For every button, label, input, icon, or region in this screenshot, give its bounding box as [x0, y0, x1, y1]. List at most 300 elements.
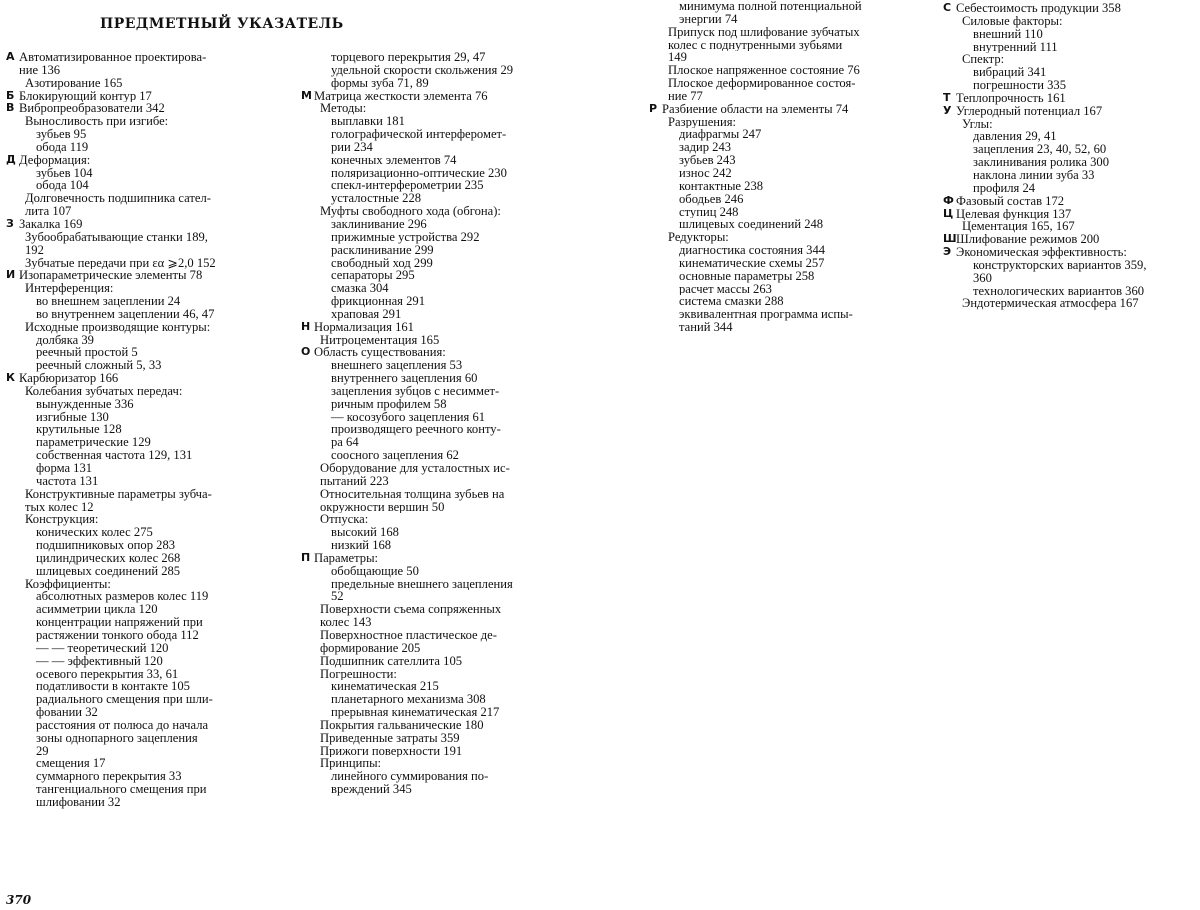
index-entry [649, 64, 911, 77]
index-entry-text: торцевого перекрытия 29, 47 [331, 51, 486, 64]
index-entry [649, 257, 911, 270]
index-entry-text: Погрешности: [320, 667, 397, 681]
index-entry-text: Азотирование 165 [25, 76, 123, 90]
index-entry [6, 257, 268, 270]
index-section-letter: У [943, 104, 952, 117]
index-letter-entry [943, 92, 1191, 105]
index-entry-text: тангенциального смещения при [36, 783, 207, 796]
index-entry [301, 128, 559, 141]
index-entry-text: Колебания зубчатых передач: [25, 384, 183, 398]
index-entry [6, 745, 268, 758]
index-entry-text: Долговечность подшипника сател- [25, 192, 211, 206]
index-entry-text: Себестоимость продукции 358 [956, 2, 1121, 15]
index-entry-text: Матрица жесткости элемента 76 [314, 89, 488, 103]
index-section-letter: Д [6, 153, 16, 166]
index-entry [649, 295, 911, 308]
index-entry [6, 411, 268, 424]
index-section-letter: Т [943, 91, 951, 104]
index-section-letter: В [6, 102, 15, 115]
index-entry [301, 693, 559, 706]
index-entry-text: окружности вершин 50 [320, 500, 445, 514]
index-entry-text: — — теоретический 120 [36, 641, 169, 655]
index-entry-text: растяжении тонкого обода 112 [36, 628, 199, 642]
index-entry [301, 269, 559, 282]
index-entry [301, 462, 559, 475]
index-entry-text: Параметры: [314, 551, 379, 565]
index-entry [943, 259, 1191, 272]
index-entry-text: профиля 24 [973, 181, 1036, 195]
index-entry-text: собственная частота 129, 131 [36, 449, 193, 462]
index-entry-text: рии 234 [331, 140, 373, 154]
index-entry-text: во внутреннем зацеплении 46, 47 [36, 307, 215, 321]
index-entry-text: Зубчатые передачи при εα ⩾2,0 152 [25, 256, 216, 270]
index-entry [301, 449, 559, 462]
index-entry-text: планетарного механизма 308 [331, 693, 486, 707]
index-entry-text: внешний 110 [973, 27, 1043, 41]
index-entry-text: зубьев 95 [36, 128, 87, 141]
index-entry-text: поляризационно-оптические 230 [331, 166, 507, 180]
index-entry-text: храповая 291 [331, 307, 402, 321]
index-entry [943, 297, 1191, 310]
index-entry [6, 668, 268, 681]
index-entry-text: технологических вариантов 360 [973, 284, 1145, 298]
index-entry [301, 526, 559, 539]
index-entry [6, 757, 268, 770]
index-entry-text: ступиц 248 [679, 205, 739, 219]
index-entry-text: контактные 238 [679, 179, 764, 193]
index-entry [6, 706, 268, 719]
index-entry-text: износ 242 [679, 166, 732, 180]
index-entry [649, 77, 911, 90]
index-entry [6, 359, 268, 372]
index-entry [301, 655, 559, 668]
index-entry-text: Шлифование режимов 200 [956, 233, 1100, 247]
index-entry [6, 513, 268, 526]
index-entry-text: задир 243 [679, 141, 732, 155]
index-entry [6, 770, 268, 783]
index-entry [301, 359, 559, 372]
index-entry [301, 244, 559, 257]
index-entry [6, 449, 268, 462]
index-entry-text: Интерференция: [25, 282, 114, 296]
index-entry-text: голографической интерферомет- [331, 128, 507, 141]
index-entry [6, 128, 268, 141]
index-entry-text: Теплопрочность 161 [956, 91, 1066, 105]
index-entry-text: суммарного перекрытия 33 [36, 770, 182, 784]
index-entry-text: свободный ход 299 [331, 256, 433, 270]
index-letter-entry [943, 233, 1191, 246]
index-entry [6, 64, 268, 77]
index-entry-text: Деформация: [19, 153, 91, 167]
index-entry [943, 66, 1191, 79]
index-column-4 [943, 2, 1191, 310]
index-entry-text: производящего реечного конту- [331, 423, 501, 437]
index-entry-text: Плоское деформированное состоя- [668, 77, 856, 90]
index-entry-text: конических колес 275 [36, 526, 153, 540]
index-entry-text: Плоское напряженное состояние 76 [668, 64, 860, 78]
index-entry-text: концентрации напряжений при [36, 616, 203, 629]
index-entry [301, 501, 559, 514]
index-entry-text: Поверхностное пластическое де- [320, 628, 497, 642]
index-entry [6, 732, 268, 745]
index-entry [6, 115, 268, 128]
index-entry-text: внутреннего зацепления 60 [331, 372, 478, 385]
index-entry-text: кинематическая 215 [331, 680, 439, 694]
index-letter-entry [943, 246, 1191, 259]
index-letter-entry [301, 321, 559, 334]
index-entry-text: 192 [25, 243, 44, 257]
index-entry [649, 218, 911, 231]
index-entry-text: Разрушения: [668, 115, 737, 129]
index-letter-entry [649, 103, 911, 116]
index-entry [649, 231, 911, 244]
index-entry [301, 218, 559, 231]
index-entry-text: заклинивания ролика 300 [973, 156, 1109, 169]
index-entry-text: колес с поднутренными зубьями [668, 38, 843, 52]
index-entry [6, 719, 268, 732]
index-entry-text: формы зуба 71, 89 [331, 76, 429, 90]
index-entry [6, 526, 268, 539]
index-entry [943, 156, 1191, 169]
index-entry-text: частота 131 [36, 474, 99, 488]
index-entry-text: цилиндрических колес 268 [36, 551, 181, 565]
index-entry-text: обода 119 [36, 140, 89, 154]
index-section-letter: Ц [943, 207, 954, 220]
index-entry-text: ричным профилем 58 [331, 397, 447, 411]
index-entry-text: Карбюризатор 166 [19, 372, 119, 385]
index-entry-text: колес 143 [320, 616, 372, 629]
index-entry-text: Углы: [962, 117, 993, 131]
index-entry [6, 192, 268, 205]
index-entry-text: Редукторы: [668, 231, 729, 245]
index-entry-text: Эндотермическая атмосфера 167 [962, 297, 1139, 311]
index-entry-text: заклинивание 296 [331, 217, 427, 231]
index-entry-text: тых колес 12 [25, 500, 94, 514]
index-entry [301, 578, 559, 591]
index-entry [301, 115, 559, 128]
index-entry [301, 423, 559, 436]
index-entry [943, 169, 1191, 182]
index-entry [301, 334, 559, 347]
index-entry [301, 141, 559, 154]
index-entry-text: Приведенные затраты 359 [320, 731, 460, 745]
index-entry-text: асимметрии цикла 120 [36, 603, 158, 617]
index-entry-text: Относительная толщина зубьев на [320, 487, 505, 501]
index-entry [6, 423, 268, 436]
index-entry [943, 41, 1191, 54]
index-section-letter: Б [6, 89, 15, 102]
index-entry-text: ра 64 [331, 436, 359, 450]
index-letter-entry [301, 552, 559, 565]
index-entry [649, 39, 911, 52]
index-entry-text: долбяка 39 [36, 333, 94, 347]
index-entry [301, 257, 559, 270]
index-entry-text: Поверхности съема сопряженных [320, 603, 502, 617]
index-entry [649, 321, 911, 334]
index-entry-text: шлицевых соединений 248 [679, 218, 824, 232]
index-entry-text: Экономическая эффективность: [956, 246, 1127, 259]
index-section-letter: Ф [943, 194, 954, 207]
index-entry [943, 79, 1191, 92]
index-entry-text: — косозубого зацепления 61 [331, 410, 486, 424]
index-entry-text: диафрагмы 247 [679, 128, 762, 142]
index-entry-text: минимума полной потенциальной [679, 0, 862, 13]
index-entry-text: сепараторы 295 [331, 269, 415, 283]
index-entry-text: конструкторских вариантов 359, [973, 258, 1147, 272]
index-entry-text: шлифовании 32 [36, 795, 121, 809]
index-entry [649, 270, 911, 283]
index-entry [301, 436, 559, 449]
index-entry-text: фовании 32 [36, 706, 98, 719]
index-entry-text: высокий 168 [331, 526, 399, 540]
index-letter-entry [6, 51, 268, 64]
index-entry-text: параметрические 129 [36, 436, 151, 450]
index-entry-text: Фазовый состав 172 [956, 194, 1065, 208]
index-entry [301, 732, 559, 745]
index-entry [6, 680, 268, 693]
index-entry-text: изгибные 130 [36, 410, 109, 424]
index-entry-text: внешнего зацепления 53 [331, 359, 463, 373]
index-entry-text: формирование 205 [320, 641, 421, 655]
index-entry [301, 179, 559, 192]
index-letter-entry [6, 218, 268, 231]
index-entry-text: Муфты свободного хода (обгона): [320, 205, 501, 218]
index-entry [649, 13, 911, 26]
index-entry-text: осевого перекрытия 33, 61 [36, 667, 179, 681]
index-entry [649, 51, 911, 64]
index-letter-entry [6, 154, 268, 167]
index-entry-text: прижимные устройства 292 [331, 230, 480, 244]
index-entry-text: Изопараметрические элементы 78 [19, 269, 203, 283]
index-letter-entry [301, 90, 559, 103]
index-entry [6, 462, 268, 475]
index-entry [649, 308, 911, 321]
index-entry [943, 53, 1191, 66]
index-entry-text: форма 131 [36, 462, 93, 475]
index-entry-text: Исходные производящие контуры: [25, 320, 211, 334]
index-entry-text: Целевая функция 137 [956, 207, 1072, 221]
index-entry-text: Блокирующий контур 17 [19, 89, 152, 103]
page-title: ПРЕДМЕТНЫЙ УКАЗАТЕЛЬ [100, 16, 344, 32]
index-entry-text: расчет массы 263 [679, 282, 772, 296]
index-entry [6, 295, 268, 308]
index-entry-text: Область существования: [314, 346, 446, 360]
index-entry-text: Принципы: [320, 757, 382, 771]
index-entry [301, 77, 559, 90]
index-entry-text: фрикционная 291 [331, 295, 425, 308]
index-entry [301, 770, 559, 783]
index-entry [649, 167, 911, 180]
index-entry [6, 205, 268, 218]
index-entry [6, 629, 268, 642]
index-entry-text: пытаний 223 [320, 474, 389, 488]
index-entry-text: Автоматизированное проектирова- [19, 51, 207, 64]
index-entry [301, 539, 559, 552]
index-entry [301, 282, 559, 295]
index-entry-text: погрешности 335 [973, 79, 1067, 92]
index-entry [301, 102, 559, 115]
index-entry-text: энергии 74 [679, 12, 738, 26]
index-entry-text: вибраций 341 [973, 66, 1047, 80]
index-entry [301, 616, 559, 629]
index-section-letter: И [6, 269, 16, 282]
index-entry [6, 308, 268, 321]
index-entry [301, 719, 559, 732]
index-entry-text: зоны однопарного зацепления [36, 731, 198, 745]
index-entry-text: Разбиение области на элементы 74 [662, 102, 849, 116]
index-entry [649, 154, 911, 167]
index-letter-entry [301, 346, 559, 359]
index-entry-text: податливости в контакте 105 [36, 680, 190, 694]
index-entry [649, 128, 911, 141]
index-entry [6, 565, 268, 578]
index-entry-text: расстояния от полюса до начала [36, 718, 209, 732]
index-entry [301, 308, 559, 321]
index-entry-text: Силовые факторы: [962, 14, 1063, 28]
index-entry-text: Оборудование для усталостных ис- [320, 462, 510, 475]
index-section-letter: Э [943, 246, 952, 259]
index-entry [6, 141, 268, 154]
index-entry-text: таний 344 [679, 321, 733, 334]
index-entry-text: усталостные 228 [331, 192, 422, 206]
index-letter-entry [6, 372, 268, 385]
index-entry-text: лита 107 [25, 205, 72, 218]
index-entry-text: Подшипник сателлита 105 [320, 654, 463, 668]
index-letter-entry [943, 105, 1191, 118]
index-entry-text: диагностика состояния 344 [679, 244, 826, 257]
index-entry-text: эквивалентная программа испы- [679, 308, 853, 322]
index-entry [6, 436, 268, 449]
index-entry [649, 206, 911, 219]
index-entry-text: Коэффициенты: [25, 577, 111, 591]
index-entry-text: система смазки 288 [679, 295, 784, 309]
index-entry-text: 360 [973, 271, 992, 285]
index-entry [301, 783, 559, 796]
index-entry [6, 321, 268, 334]
index-section-letter: М [301, 89, 312, 102]
index-letter-entry [6, 102, 268, 115]
index-entry [301, 565, 559, 578]
index-entry [6, 655, 268, 668]
index-entry [301, 167, 559, 180]
index-entry-text: кинематические схемы 257 [679, 256, 825, 270]
index-entry [943, 143, 1191, 156]
index-entry [943, 28, 1191, 41]
index-entry [6, 539, 268, 552]
index-section-letter: С [943, 2, 952, 14]
index-entry [6, 616, 268, 629]
index-entry [301, 411, 559, 424]
index-entry-text: зубьев 104 [36, 166, 93, 180]
index-section-letter: О [301, 346, 311, 359]
index-entry-text: Вибропреобразователи 342 [19, 102, 165, 116]
index-entry [301, 385, 559, 398]
index-entry-text: Припуск под шлифование зубчатых [668, 25, 860, 39]
index-entry-text: внутренний 111 [973, 40, 1058, 54]
index-entry-text: зацепления зубцов с несиммет- [331, 384, 500, 398]
index-entry [6, 334, 268, 347]
index-entry [943, 272, 1191, 285]
index-letter-entry [943, 2, 1191, 15]
index-entry-text: низкий 168 [331, 539, 392, 552]
index-entry [301, 192, 559, 205]
index-column-3 [649, 0, 911, 334]
index-entry-text: выплавки 181 [331, 115, 405, 129]
index-entry-text: наклона линии зуба 33 [973, 168, 1095, 182]
index-entry [301, 475, 559, 488]
index-entry-text: Конструкция: [25, 513, 99, 527]
index-entry-text: вреждений 345 [331, 783, 412, 796]
index-entry-text: Конструктивные параметры зубча- [25, 487, 212, 501]
index-entry-text: Методы: [320, 102, 367, 116]
index-column-2 [301, 51, 559, 796]
index-entry [301, 64, 559, 77]
index-entry-text: Цементация 165, 167 [962, 220, 1075, 234]
index-entry-text: Прижоги поверхности 191 [320, 744, 463, 758]
index-entry [649, 90, 911, 103]
index-entry-text: расклинивание 299 [331, 243, 434, 257]
index-entry-text: вынужденные 336 [36, 397, 134, 411]
index-entry-text: давления 29, 41 [973, 130, 1057, 144]
index-entry [6, 488, 268, 501]
index-letter-entry [6, 269, 268, 282]
index-entry [6, 783, 268, 796]
index-entry-text: Закалка 169 [19, 217, 83, 231]
index-entry [649, 193, 911, 206]
index-entry [6, 231, 268, 244]
index-entry [6, 244, 268, 257]
index-entry-text: конечных элементов 74 [331, 153, 457, 167]
index-entry-text: Зубообрабатывающие станки 189, [25, 230, 208, 244]
index-entry [301, 745, 559, 758]
index-entry-text: подшипниковых опор 283 [36, 539, 176, 552]
index-entry [6, 642, 268, 655]
index-entry [6, 167, 268, 180]
index-entry [301, 295, 559, 308]
index-entry-text: Покрытия гальванические 180 [320, 718, 484, 732]
index-entry-text: реечный простой 5 [36, 346, 138, 360]
index-entry-text: ние 77 [668, 89, 703, 103]
index-entry [301, 51, 559, 64]
index-entry [6, 590, 268, 603]
index-entry-text: Выносливость при изгибе: [25, 115, 169, 129]
index-entry-text: спекл-интерферометрии 235 [331, 179, 484, 193]
index-section-letter: Ш [943, 233, 957, 246]
index-entry-text: удельной скорости скольжения 29 [331, 63, 514, 77]
index-entry [6, 385, 268, 398]
index-entry [6, 552, 268, 565]
index-entry [301, 590, 559, 603]
index-letter-entry [943, 208, 1191, 221]
index-entry [943, 182, 1191, 195]
index-entry-text: обобщающие 50 [331, 564, 419, 578]
index-entry [301, 488, 559, 501]
index-entry-text: ние 136 [19, 63, 61, 77]
index-entry-text: Отпуска: [320, 513, 369, 527]
index-entry [6, 501, 268, 514]
index-section-letter: А [6, 51, 15, 63]
index-entry [301, 680, 559, 693]
index-entry-text: предельные внешнего зацепления [331, 577, 513, 591]
index-entry [301, 668, 559, 681]
index-entry [649, 283, 911, 296]
page-number: 370 [6, 893, 32, 907]
index-entry [301, 642, 559, 655]
index-entry [301, 513, 559, 526]
index-entry [649, 0, 911, 13]
index-section-letter: К [6, 372, 15, 385]
index-entry [943, 130, 1191, 143]
